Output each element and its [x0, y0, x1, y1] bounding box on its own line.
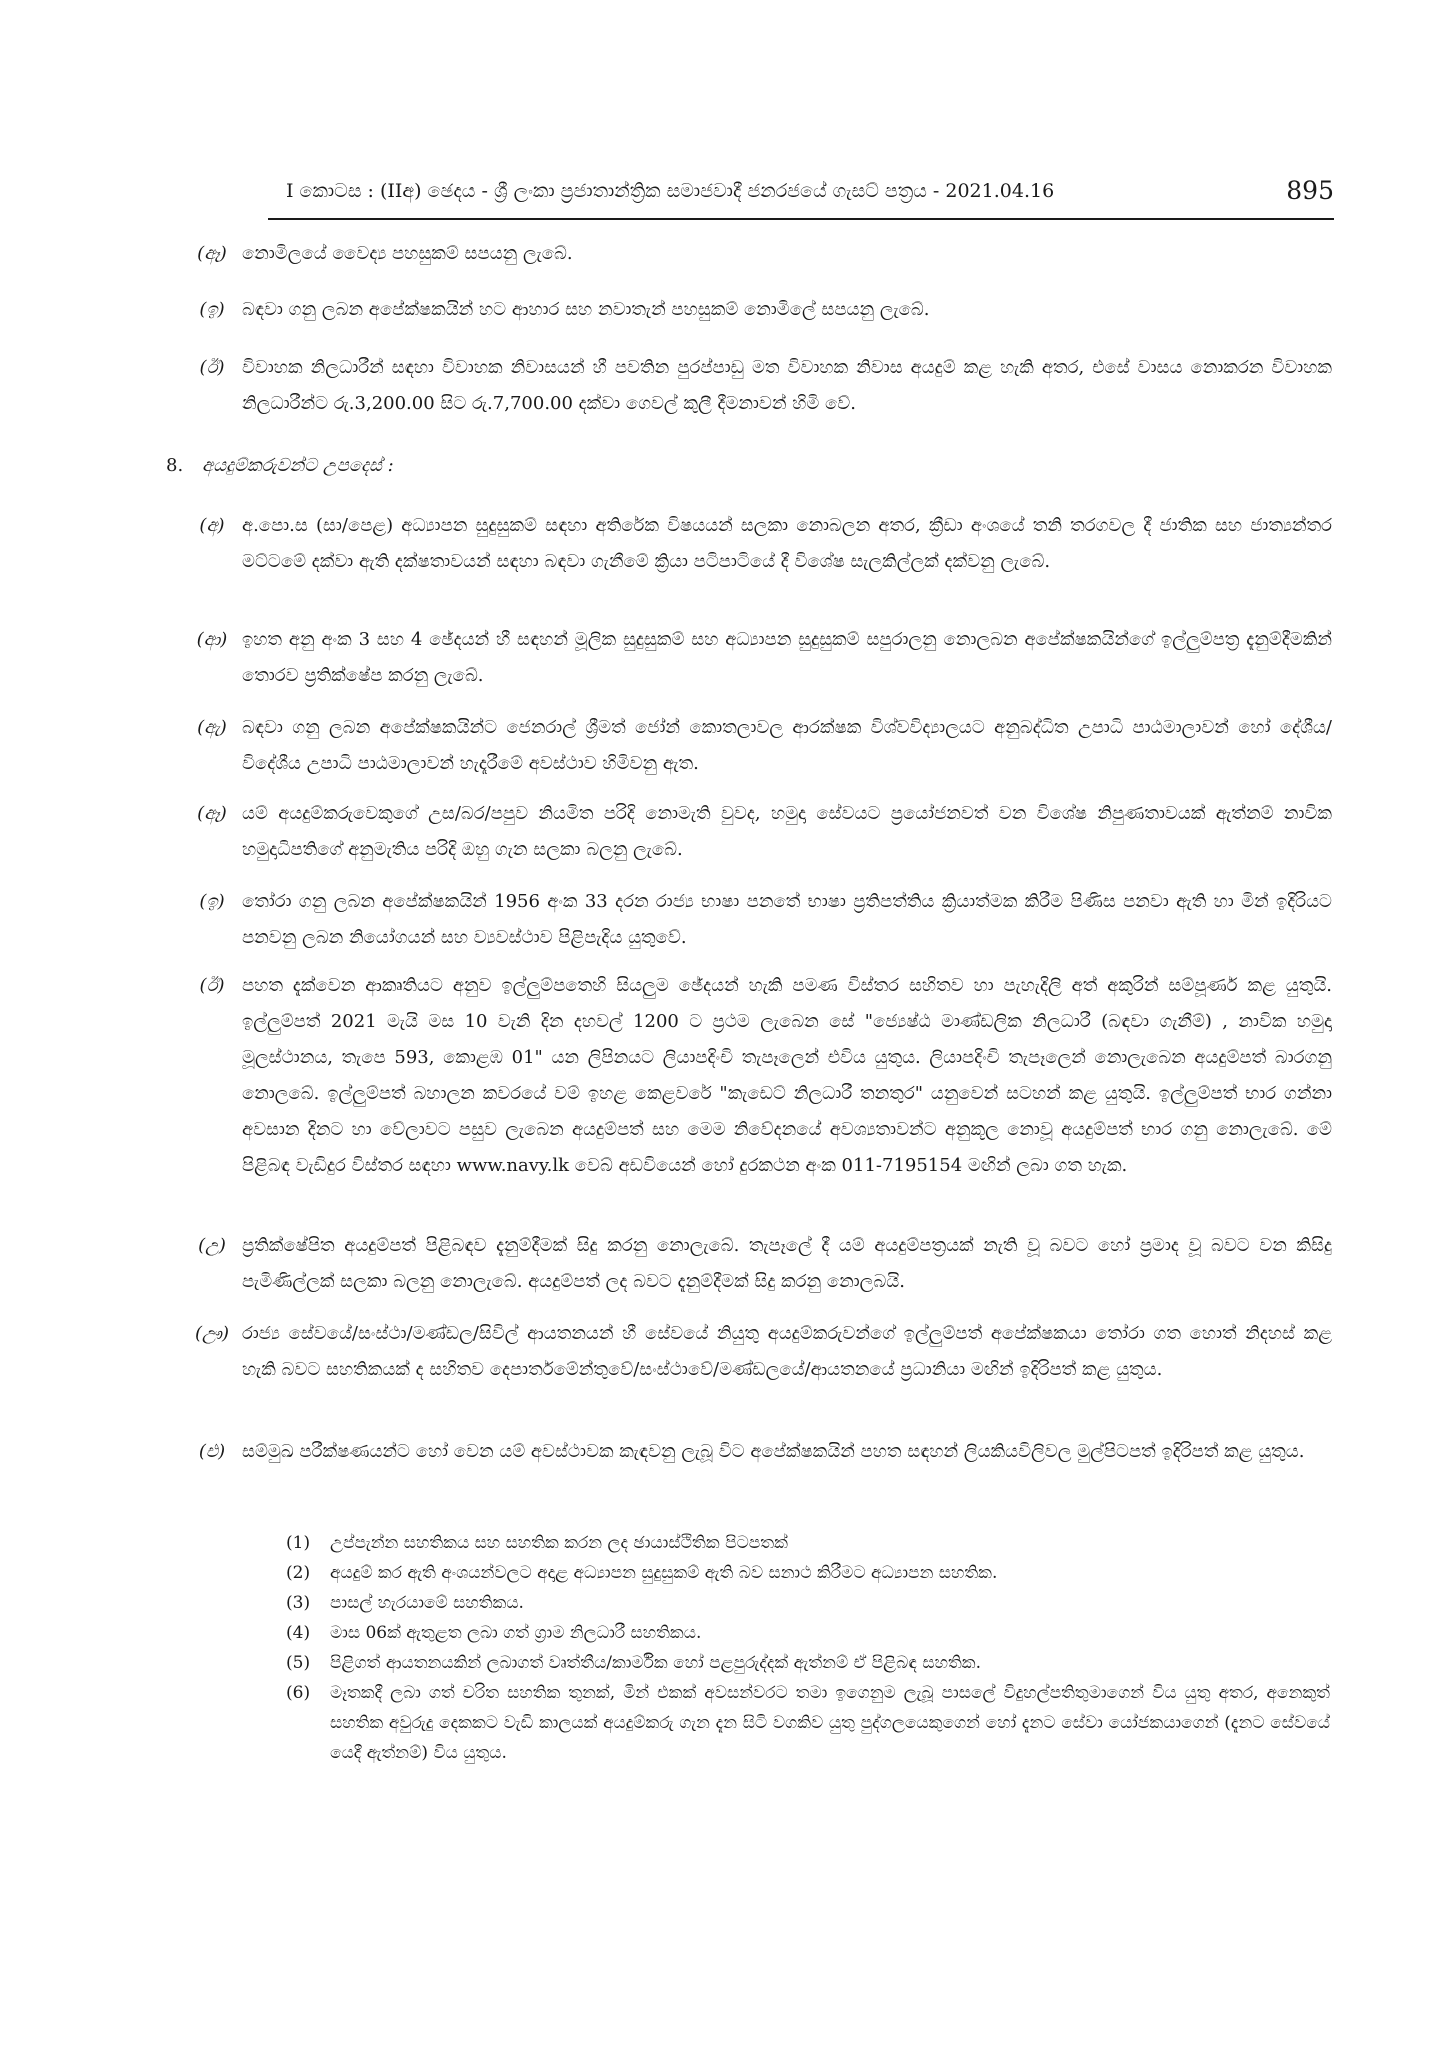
- section-title: අයදුම්කරුවන්ට උපදෙස් :: [202, 455, 394, 476]
- item-text: බඳවා ගනු ලබන අපේක්ෂකයින් හට ආහාර සහ නවාතැන් පහසුකම් නොමිලේ සපයනු ලැබේ.: [242, 299, 930, 320]
- item-text: ඉහත අනු අංක 3 සහ 4 ඡේදයන් හී සඳහන් මූලික සුදුසුකම් සහ අධ්‍යාපන සුදුසුකම් සපුරාලනු නොලබන අපේක්ෂකයින්ගේ ඉල්ලුම්පත්‍ර දැනුම්දීමකින් තොරව ප්‍රතික්ෂේප කරනු ලැබේ.: [242, 629, 1332, 686]
- item-text: ප්‍රතික්ෂේපිත අයදුම්පත් පිළිබඳව දැනුම්දීමක් සිදු කරනු නොලැබේ. තැපෑලේ දී යම් අයදුම්පත්‍රයක් නැති වූ බවට හෝ ප්‍රමාද වූ බවට වන කිසිදු පැමිණිල්ලක් සලකා බලනු නොලැබේ. අයදුම්පත් ලද බවට දැනුම්දීමක් සිදු කරනු නොලබයි.: [242, 1235, 1332, 1292]
- document-number: (4): [286, 1623, 311, 1643]
- item-label: (එ): [198, 1441, 226, 1462]
- item-label: (ඊ): [199, 975, 225, 996]
- item-text: විවාහක නිලධාරීන් සඳහා විවාහක නිවාසයන් හී පවතින පුරප්පාඩු මත විවාහක නිවාස අයදුම් කළ හැකි අතර, එසේ වාසය නොකරන විවාහක නිලධාරීන්ට රු.3,200.00 සිට රු.7,700.00 දක්වා ගෙවල් කුලී දීමනාවන් හිමි වේ.: [242, 357, 1332, 414]
- item-label: (ඉ): [199, 299, 225, 320]
- item-label: (ආ): [196, 629, 228, 650]
- item-text: තෝරා ගනු ලබන අපේක්ෂකයින් 1956 අංක 33 දරන රාජ්‍ය භාෂා පනතේ භාෂා ප්‍රතිපත්තිය ක්‍රියාත්මක කිරීම පිණිස පනවා ඇති හා මින් ඉදිරියට පනවනු ලබන නියෝගයන් සහ ව්‍යවස්ථාව පිළිපැදිය යුතුවේ.: [242, 891, 1332, 948]
- item-label: (ඈ): [197, 243, 227, 264]
- document-number: (6): [286, 1683, 311, 1703]
- document-text: මාස 06ක් ඇතුළත ලබා ගත් ග්‍රාම නිලධාරී සහතිකය.: [330, 1623, 702, 1643]
- document-text: පිළිගත් ආයතනයකින් ලබාගත් වෘත්තීය/කාර්මික හෝ පළපුරුද්දක් ඇත්නම් ඒ පිළිබඳ සහතික.: [330, 1653, 981, 1673]
- item-label: (ඈ): [197, 803, 227, 824]
- item-label: (ඇ): [197, 717, 227, 738]
- item-label: (ඉ): [199, 891, 225, 912]
- page-number: 895: [1286, 176, 1334, 205]
- item-text: බඳවා ගනු ලබන අපේක්ෂකයින්ට ජෙනරාල් ශ්‍රීමත් ජෝන් කොතලාවල ආරක්ෂක විශ්වවිද්‍යාලයට අනුබද්ධිත උපාධි පාඨමාලාවන් හෝ දේශීය/විදේශීය උපාධි පාඨමාලාවන් හැදෑරීමේ අවස්ථාව හිමිවනු ඇත.: [242, 717, 1332, 774]
- item-label: (ඌ): [194, 1323, 229, 1344]
- item-text: සම්මුඛ පරීක්ෂණයන්ට හෝ වෙන යම් අවස්ථාවක කැඳවනු ලැබූ විට අපේක්ෂකයින් පහත සඳහන් ලියකියවිලිවල මුල්පිටපත් ඉදිරිපත් කළ යුතුය.: [242, 1441, 1305, 1462]
- item-label: (ඊ): [199, 357, 225, 378]
- item-text: රාජ්‍ය සේවයේ/සංස්ථා/මණ්ඩල/සිවිල් ආයතනයන් හී සේවයේ නියුතු අයදුම්කරුවන්ගේ ඉල්ලුම්පත් අපේක්ෂකයා තෝරා ගත හොත් නිදහස් කළ හැකි බවට සහතිකයක් ද සහිතව දෙපාර්තමේන්තුවේ/සංස්ථාවේ/මණ්ඩලයේ/ආයතනයේ ප්‍රධානියා මඟින් ඉදිරිපත් කළ යුතුය.: [242, 1323, 1332, 1380]
- running-header: [268, 176, 1334, 212]
- item-text: අ.පො.ස (සා/පෙළ) අධ්‍යාපන සුදුසුකම් සඳහා අතිරේක විෂයයන් සලකා නොබලන අතර, ක්‍රීඩා අංශයේ තනි තරගවල දී ජාතික සහ ජාත්‍යන්තර මට්ටමේ දක්වා ඇති දක්ෂතාවයන් සඳහා බඳවා ගැනීමේ ක්‍රියා පටිපාටියේ දී විශේෂ සැලකිල්ලක් දක්වනු ලැබේ.: [242, 515, 1332, 572]
- document-number: (3): [286, 1593, 311, 1613]
- document-text: මෑතකදී ලබා ගත් චරිත සහතික තුනක්, මින් එකක් අවසන්වරට තමා ඉගෙනුම ලැබූ පාසලේ විදුහල්පතිතුමාගෙන් විය යුතු අතර, අනෙකුත් සහතික අවුරුදු දෙකකට වැඩි කාලයක් අයදුම්කරු ගැන දැන සිටි වගකිව යුතු පුද්ගලයෙකුගෙන් හෝ දැනට සේවා යෝජකයාගෙන් (දැනට සේවයේ යෙදී ඇත්නම්) විය යුතුය.: [330, 1683, 1330, 1763]
- item-label: (අ): [199, 515, 225, 536]
- document-text: උප්පැන්න සහතිකය සහ සහතික කරන ලද ඡායාස්ථිතික පිටපතක්: [330, 1533, 788, 1553]
- item-text: පහත දැක්වෙන ආකෘතියට අනුව ඉල්ලුම්පතෙහි සියලුම ඡේදයන් හැකි පමණ විස්තර සහිතව හා පැහැදිලි අත් අකුරින් සම්පූර්ණ කළ යුතුයි. ඉල්ලුම්පත් 2021 මැයි මස 10 වැනි දින දහවල් 1200 ට ප්‍රථම ලැබෙන සේ "ජ්‍යෙෂ්ඨ මාණ්ඩලික නිලධාරී (බඳවා ගැනීම්) , නාවික හමුදා මූලස්ථානය, තැපෙ 593, කොළඹ 01" යන ලිපිනයට ලියාපදිංචි තැපෑලෙන් එවිය යුතුය. ලියාපදිංචි තැපෑලෙන් නොලැබෙන අයදුම්පත් බාරගනු නොලබේ. ඉල්ලුම්පත් බහාලන කවරයේ වම් ඉහළ කෙළවරේ "කැඩෙට් නිලධාරී තනතුර" යනුවෙන් සටහන් කළ යුතුයි. ඉල්ලුම්පත් භාර ගන්නා අවසාන දිනට හා වේලාවට පසුව ලැබෙන අයදුම්පත් සහ මෙම නිවේදනයේ අවශ්‍යතාවන්ට අනුකූල නොවූ අයදුම්පත් භාර ගනු නොලැබේ. මේ පිළිබඳ වැඩිදුර විස්තර සඳහා www.navy.lk වෙබ් අඩවියෙන් හෝ දුරකථන අංක 011-7195154 මඟින් ලබා ගත හැක.: [242, 975, 1332, 1176]
- header-rule: [268, 218, 1334, 220]
- header-title: I කොටස : (IIඅ) ඡෙදය - ශ්‍රී ලංකා ප්‍රජාතාන්ත්‍රික සමාජවාදී ජනරජයේ ගැසට් පත්‍රය - 2021.04.16: [286, 180, 1055, 202]
- item-label: (උ): [198, 1235, 226, 1256]
- document-number: (5): [286, 1653, 311, 1673]
- document-text: පාසල් හැරයාමේ සහතිකය.: [330, 1593, 524, 1613]
- section-number: 8.: [166, 455, 184, 476]
- document-number: (1): [286, 1533, 311, 1553]
- document-text: අයදුම් කර ඇති අංශයන්වලට අදාළ අධ්‍යාපන සුදුසුකම් ඇති බව සනාථ කිරීමට අධ්‍යාපන සහතික.: [330, 1563, 998, 1583]
- item-text: නොමිලයේ වෛද්‍ය පහසුකම් සපයනු ලැබේ.: [242, 243, 573, 264]
- document-number: (2): [286, 1563, 311, 1583]
- item-text: යම් අයදුම්කරුවෙකුගේ උස/බර/පපුව නියමිත පරිදි නොමැති වුවද, හමුදා සේවයට ප්‍රයෝජනවත් වන විශේෂ නිපුණතාවයක් ඇත්නම් නාවික හමුදාධිපතිගේ අනුමැතිය පරිදි ඔහු ගැන සලකා බලනු ලැබේ.: [242, 803, 1332, 860]
